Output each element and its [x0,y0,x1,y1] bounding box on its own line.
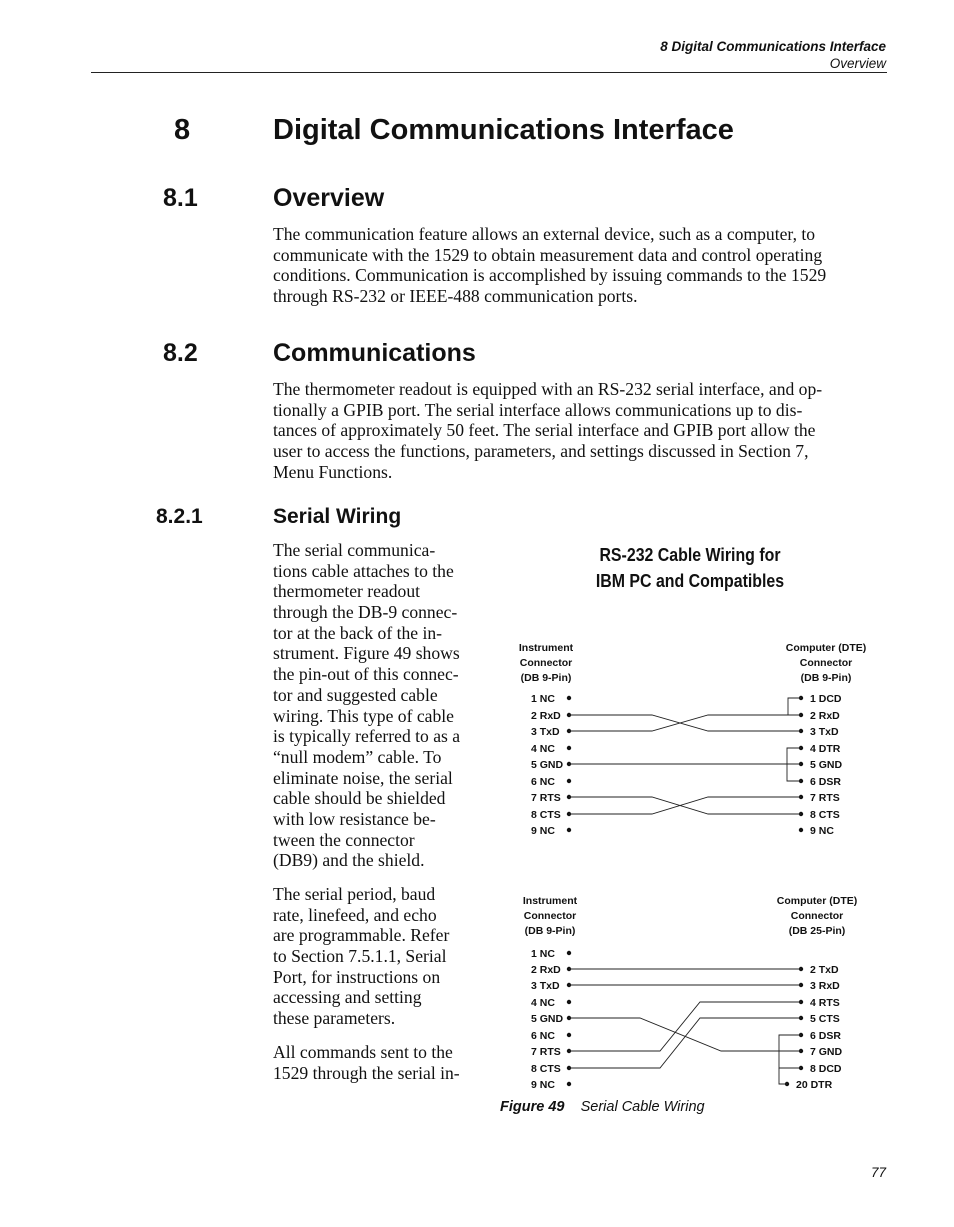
section-title-overview: Overview [273,184,385,212]
d1-right-pin: 2 RxD [810,710,840,722]
d2-right-pin: 2 TxD [810,964,839,976]
d1-right-header: (DB 9-Pin) [800,672,852,684]
text-line: are programmable. Refer [273,925,450,946]
figure-caption-text: Serial Cable Wiring [580,1099,705,1115]
d2-left-pin: 2 RxD [531,964,561,976]
figure-caption [500,1099,705,1115]
text-line: tor and suggested cable [273,684,438,705]
text-line: tionally a GPIB port. The serial interface allows communications up to dis- [273,399,803,420]
jumper-dcd [788,698,801,715]
d2-left-pin: 7 RTS [531,1046,561,1058]
d2-left-pin: 8 CTS [531,1063,561,1075]
d2-right-pin: 6 DSR [810,1030,841,1042]
d1-left-pin: 8 CTS [531,809,561,821]
d2-right-pin: 3 RxD [810,980,840,992]
text-line: eliminate noise, the serial [273,767,453,788]
wire-rxd-txd [569,715,801,731]
subsection-number-serial-wiring: 8.2.1 [156,505,203,528]
page-number: 77 [870,1165,886,1180]
jumper-dtr [779,1068,787,1084]
d1-left-pin: 3 TxD [531,726,560,738]
pin-dot [567,1000,571,1004]
text-line: thermometer readout [273,581,421,602]
text-line: wiring. This type of cable [273,705,454,726]
jumper-dsr-dcd [779,1035,801,1068]
wire-gnd-gnd [569,1018,801,1051]
d1-right-pin: 6 DSR [810,776,841,788]
d1-right-pin: 4 DTR [810,743,841,755]
text-line: tions cable attaches to the [273,560,454,581]
d1-left-pin: 7 RTS [531,792,561,804]
d1-right-pin: 8 CTS [810,809,840,821]
chapter-title: Digital Communications Interface [273,114,734,146]
d1-right-pin: 7 RTS [810,792,840,804]
figure-title-line: IBM PC and Compatibles [595,570,785,591]
text-line: The communication feature allows an external device, such as a computer, to [273,224,816,244]
text-line: conditions. Communication is accomplished by issuing commands to the 1529 [273,265,827,286]
d1-left-pin: 2 RxD [531,710,561,722]
pin-dot [567,746,571,750]
text-line: The serial communica- [273,540,436,560]
d2-left-pin: 4 NC [531,997,555,1009]
d1-left-pin: 9 NC [531,825,555,837]
text-line: with low resistance be- [273,808,436,829]
header-section: Overview [829,56,886,71]
text-line: tor at the back of the in- [273,622,443,643]
section-number-overview: 8.1 [163,184,198,212]
d2-left-pin: 1 NC [531,948,555,960]
text-line: Menu Functions. [273,461,393,482]
text-line: cable should be shielded [273,788,446,809]
text-line: The serial period, baud [273,884,436,904]
text-line: The thermometer readout is equipped with an RS-232 serial interface, and op- [273,379,823,399]
text-line: “null modem” cable. To [273,746,442,767]
pin-dot [567,696,571,700]
d2-right-header: Connector [790,910,844,922]
d2-left-header: (DB 9-Pin) [524,925,576,937]
text-line: is typically referred to as a [273,726,461,747]
text-line: through the DB-9 connec- [273,602,458,623]
text-line: tween the connector [273,829,415,850]
pin-dot [567,779,571,783]
d1-left-header: Connector [519,657,573,669]
wire-cts-cts [569,1018,801,1068]
d2-right-pin: 20 DTR [796,1079,833,1091]
d1-right-pin: 3 TxD [810,726,839,738]
d2-left-header: Connector [523,910,577,922]
pin-dot [567,1082,571,1086]
d1-left-pin: 5 GND [531,759,564,771]
pin-dot [799,828,803,832]
text-line: through RS-232 or IEEE-488 communication ports. [273,286,638,307]
text-line: strument. Figure 49 shows [273,643,460,664]
d2-left-pin: 5 GND [531,1013,564,1025]
text-line: communicate with the 1529 to obtain measurement data and control operating [273,244,823,265]
d2-left-header: Instrument [522,895,578,907]
wire-txd-rxd [569,715,801,731]
d1-right-pin: 9 NC [810,825,834,837]
d1-left-pin: 6 NC [531,776,555,788]
figure-title-line: RS-232 Cable Wiring for [599,544,781,565]
header-chapter: 8 Digital Communications Interface [660,39,886,54]
d2-right-pin: 8 DCD [810,1063,842,1075]
text-line: rate, linefeed, and echo [273,904,437,925]
d2-right-header: (DB 25-Pin) [788,925,846,937]
chapter-number: 8 [174,114,191,146]
text-line: these parameters. [273,1008,396,1029]
figure-caption-label: Figure 49 [500,1099,565,1115]
wire-rts-rts [569,1002,801,1051]
d1-left-pin: 4 NC [531,743,555,755]
text-line: 1529 through the serial in- [273,1062,460,1083]
pin-dot [567,951,571,955]
d2-right-pin: 4 RTS [810,997,840,1009]
d2-right-pin: 7 GND [810,1046,843,1058]
section-number-communications: 8.2 [163,339,198,367]
section-title-communications: Communications [273,339,476,367]
pin-dot [567,828,571,832]
d1-right-header: Computer (DTE) [785,642,867,654]
text-line: accessing and setting [273,987,422,1008]
d2-left-pin: 9 NC [531,1079,555,1091]
pin-dot [567,1033,571,1037]
text-line: (DB9) and the shield. [273,850,425,871]
text-line: Port, for instructions on [273,966,441,987]
text-line: tances of approximately 50 feet. The serial interface and GPIB port allow the [273,420,816,441]
d2-left-pin: 6 NC [531,1030,555,1042]
d2-left-pin: 3 TxD [531,980,560,992]
wire-rts-cts [569,797,801,814]
d1-left-header: Instrument [518,642,574,654]
text-line: to Section 7.5.1.1, Serial [273,946,447,967]
d1-right-pin: 1 DCD [810,693,842,705]
d2-right-pin: 5 CTS [810,1013,840,1025]
wire-cts-rts [569,797,801,814]
d1-right-header: Connector [799,657,853,669]
d1-left-pin: 1 NC [531,693,555,705]
d1-right-pin: 5 GND [810,759,843,771]
d1-left-header: (DB 9-Pin) [520,672,572,684]
text-line: the pin-out of this connec- [273,664,459,685]
text-line: user to access the functions, parameters, and settings discussed in Section 7, [273,441,809,462]
text-line: All commands sent to the [273,1042,453,1062]
d2-right-header: Computer (DTE) [776,895,858,907]
subsection-title-serial-wiring: Serial Wiring [273,505,402,528]
